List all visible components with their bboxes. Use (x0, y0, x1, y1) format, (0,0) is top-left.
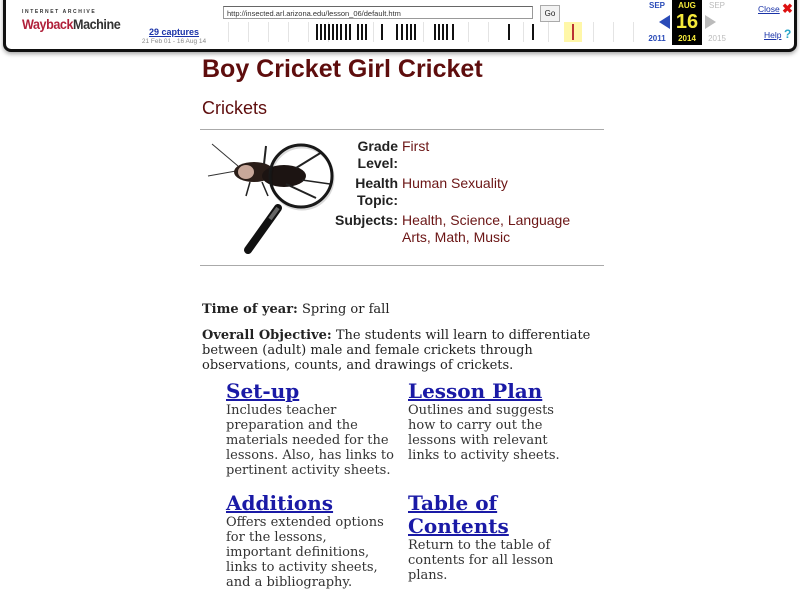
table-of-contents-description: Return to the table of contents for all lesson plans. (408, 538, 554, 583)
table-of-contents-link[interactable]: Table of Contents (408, 491, 509, 538)
section-lesson-plan (408, 380, 578, 463)
time-of-year-value: Spring or fall (302, 302, 390, 317)
logo-word-machine: Machine (73, 16, 121, 32)
current-capture (672, 0, 702, 45)
info-row-health-topic (334, 175, 577, 209)
grade-level-value: First (402, 138, 430, 154)
setup-link[interactable]: Set-up (226, 379, 300, 403)
close-icon[interactable]: ✖ (782, 1, 793, 16)
time-of-year (202, 302, 602, 317)
lesson-plan-link[interactable]: Lesson Plan (408, 379, 543, 403)
help-icon[interactable]: ? (784, 27, 792, 41)
wayback-logo[interactable] (22, 9, 121, 39)
divider-bottom (200, 265, 604, 266)
section-table-of-contents (408, 492, 558, 583)
health-topic-value: Human Sexuality (402, 175, 508, 191)
grade-level-label: Grade Level: (357, 138, 398, 171)
lesson-info (334, 138, 577, 249)
next-arrow-icon (705, 15, 716, 29)
info-row-grade (334, 138, 577, 172)
current-month: AUG (678, 1, 696, 10)
divider-top (200, 129, 604, 130)
next-year: 2015 (708, 34, 726, 43)
help-link[interactable]: Help (764, 30, 782, 40)
cricket-magnifier-image (206, 138, 338, 256)
info-row-subjects (334, 212, 577, 246)
url-input[interactable]: http://insected.arl.arizona.edu/lesson_06/default.htm (223, 6, 533, 19)
capture-sparkline[interactable] (218, 22, 638, 42)
objective-value: The students will learn to differentiate between (adult) male and female crickets through observations, counts, and drawings of crickets. (202, 328, 591, 373)
prev-capture[interactable] (642, 0, 672, 45)
page-subtitle: Crickets (202, 98, 268, 118)
current-day: 16 (675, 11, 699, 33)
objective-label: Overall Objective: (202, 328, 332, 343)
current-year: 2014 (678, 34, 696, 43)
prev-month: SEP (648, 1, 665, 10)
prev-year[interactable]: 2011 (648, 34, 666, 43)
go-button[interactable]: Go (540, 5, 560, 22)
lesson-overview (202, 302, 602, 384)
capture-calendar (642, 0, 732, 45)
captures-range: 21 Feb 01 - 16 Aug 14 (141, 38, 207, 45)
logo-word-wayback: Wayback (22, 16, 74, 32)
subjects-value: Health, Science, Language Arts, Math, Music (402, 212, 571, 245)
section-additions (226, 492, 396, 590)
captures-info (134, 27, 214, 45)
overall-objective (202, 328, 602, 373)
wayback-toolbar (3, 0, 797, 52)
section-setup (226, 380, 396, 478)
captures-link[interactable]: 29 captures (148, 27, 200, 37)
additions-link[interactable]: Additions (226, 491, 334, 515)
internet-archive-label: INTERNET ARCHIVE (22, 9, 97, 15)
subjects-label: Subjects: (334, 212, 398, 228)
next-capture (702, 0, 732, 45)
prev-arrow-icon[interactable] (659, 15, 670, 29)
lesson-page (200, 50, 604, 590)
health-topic-label: Health Topic: (355, 175, 398, 208)
additions-description: Offers extended options for the lessons, important definitions, links to activity sheets, and a bibliography. (226, 515, 384, 590)
lesson-plan-description: Outlines and suggests how to carry out the lessons with relevant links to activity sheets. (408, 403, 560, 463)
close-link[interactable]: Close (758, 4, 780, 14)
wayback-machine-wordmark (22, 16, 121, 32)
setup-description: Includes teacher preparation and the materials needed for the lessons. Also, has links to pertinent activity sheets. (226, 403, 394, 478)
time-of-year-label: Time of year: (202, 302, 298, 317)
page-title: Boy Cricket Girl Cricket (202, 55, 483, 83)
next-month: SEP (708, 1, 725, 10)
